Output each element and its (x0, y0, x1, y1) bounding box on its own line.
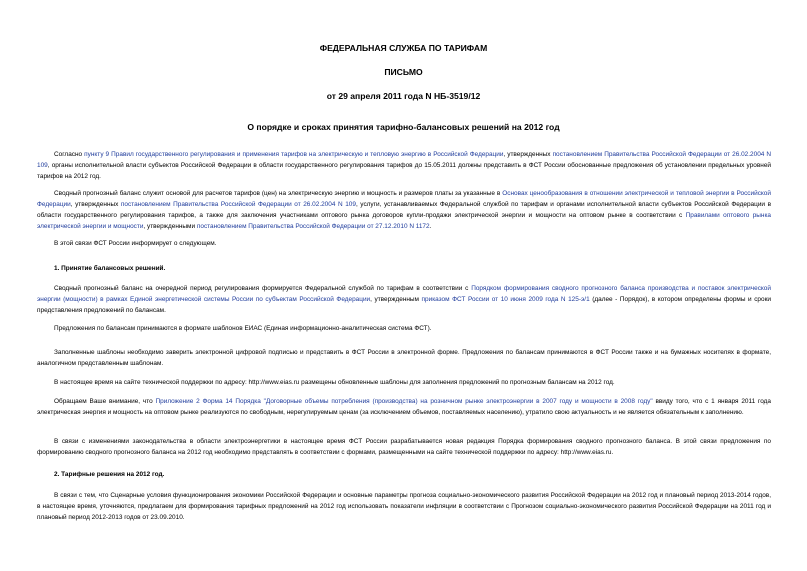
p1-text-2: , утвержденных (503, 151, 553, 158)
link-government-decree-1172[interactable]: постановлением Правительства Российской Федерации от 27.12.2010 N 1172 (196, 222, 430, 230)
paragraph-10: В связи с тем, что Сценарные условия функционирования экономики Российской Федерации и основные параметры прогноза социально-экономического развития Российской Федерации на 2012 год и плановый период 2013-2014 годов, в настоящее время, уточняются, предлагаем для формирования тарифных предложений на 2012 год использовать показатели инфляции в соответствии с Прогнозом социально-экономического развития Российской Федерации на 2011 год и плановый период 2012-2013 годов от 23.09.2010. (37, 492, 771, 521)
paragraph-9: В связи с изменениями законодательства в области электроэнергетики в настоящее время ФСТ России разрабатывается новая редакция Порядка формирования сводного прогнозного баланса. В этой связи предложения по формированию сводного прогнозного баланса на 2012 год необходимо представлять в соответствии с формами, размещенными на сайте технической поддержки по адресу: http://www.eias.ru. (37, 438, 771, 456)
p2-text-2: , утвержденных (70, 200, 121, 208)
p4-text-3: (далее - Порядок), в котором определены формы и сроки представления предложений по балансам. (37, 295, 771, 314)
link-balance-procedure[interactable]: Порядком формирования сводного прогнозного баланса производства и поставок электрической энергии (мощности) в рамках Единой энергетической системы России по субъектам Российской Федерации (37, 285, 771, 303)
link-government-decree-109-b[interactable]: постановлением Правительства Российской Федерации от 26.02.2004 N 109 (120, 200, 356, 208)
document-title: О порядке и сроках принятия тарифно-балансовых решений на 2012 год (247, 122, 560, 132)
link-tariff-rules-p9[interactable]: пункту 9 Правил государственного регулирования и применения тарифов на электрическую и тепловую энергию в Российской Федерации (84, 151, 504, 158)
p8-text-1: Обращаем Ваше внимание, что (54, 398, 156, 405)
p2-text-4: , утвержденными (143, 222, 197, 230)
link-appendix-2-form-14[interactable]: Приложение 2 Форма 14 Порядка "Договорные объемы потребления (производства) на розничном рынке электроэнергии в 2007 году и мощности в 2008 году" (155, 398, 653, 405)
paragraph-7: В настоящее время на сайте технической поддержки по адресу: http://www.eias.ru размещены обновленные шаблоны для заполнения предложений по прогнозным балансам на 2012 год. (54, 379, 615, 386)
link-wholesale-market-rules[interactable]: Правилами оптового рынка электрической энергии и мощности (37, 211, 771, 230)
paragraph-6: Заполненные шаблоны необходимо заверить электронной цифровой подписью и представить в ФСТ России в электронной форме. Предложения по балансам принимаются в ФСТ России также и на бумажных носителях в формате, аналогичном представленным шаблонам. (37, 349, 771, 367)
paragraph-5: Предложения по балансам принимаются в формате шаблонов ЕИАС (Единая информационно-аналитическая система ФСТ). (54, 325, 432, 332)
p4-text-2: , утвержденным (370, 295, 422, 303)
paragraph-1 (37, 150, 771, 183)
link-government-decree-109[interactable]: постановлением Правительства Российской Федерации от 26.02.2004 N 109 (37, 151, 772, 169)
p8-text-2: ввиду того, что с 1 января 2011 года электрическая энергия и мощность на оптовом рынке реализуются по свободным, нерегулируемым ценам (за исключением объемов, поставляемых населению), утратило свою актуальность и не является обязательным к заполнению. (37, 398, 771, 416)
p1-text-3: , органы исполнительной власти субъектов Российской Федерации в области государственного регулирования тарифов до 15.05.2011 должны представить в ФСТ России обоснованные предложения об установлении предельных уровней тарифов на 2012 год. (37, 161, 771, 180)
agency-heading: ФЕДЕРАЛЬНАЯ СЛУЖБА ПО ТАРИФАМ (319, 43, 488, 53)
p4-text-1: Сводный прогнозный баланс на очередной период регулирования формируется Федеральной службой по тарифам в соответствии с (54, 285, 472, 292)
p2-text-5: . (429, 222, 432, 230)
paragraph-2 (37, 189, 771, 233)
p1-text-1: Согласно (54, 151, 85, 158)
section-heading-2: 2. Тарифные решения на 2012 год. (54, 471, 165, 478)
paragraph-8 (37, 397, 771, 419)
p2-text-1: Сводный прогнозный баланс служит основой для расчетов тарифов (цен) на электрическую энергию и мощность и размеров платы за указанные в (54, 190, 503, 197)
paragraph-3: В этой связи ФСТ России информирует о следующем. (54, 240, 217, 247)
section-heading-1: 1. Принятие балансовых решений. (54, 265, 166, 272)
document-date-number: от 29 апреля 2011 года N НБ-3519/12 (326, 91, 481, 101)
link-pricing-basics[interactable]: Основах ценообразования в отношении электрической и тепловой энергии в Российской Федерации (37, 190, 771, 208)
link-fst-order-125[interactable]: приказом ФСТ России от 10 июня 2009 года N 125-э/1 (421, 295, 590, 303)
document-type: ПИСЬМО (384, 67, 423, 77)
p2-text-3: , услуги, устанавливаемых Федеральной службой по тарифам и органами исполнительной власти субъектов Российской Федерации в области государственного регулирования тарифов, а также для заключения участниками оптового рынка договоров купли-продажи электрической энергии и мощности на оптовом рынке в соответствии с (37, 200, 772, 219)
paragraph-4 (37, 284, 771, 317)
